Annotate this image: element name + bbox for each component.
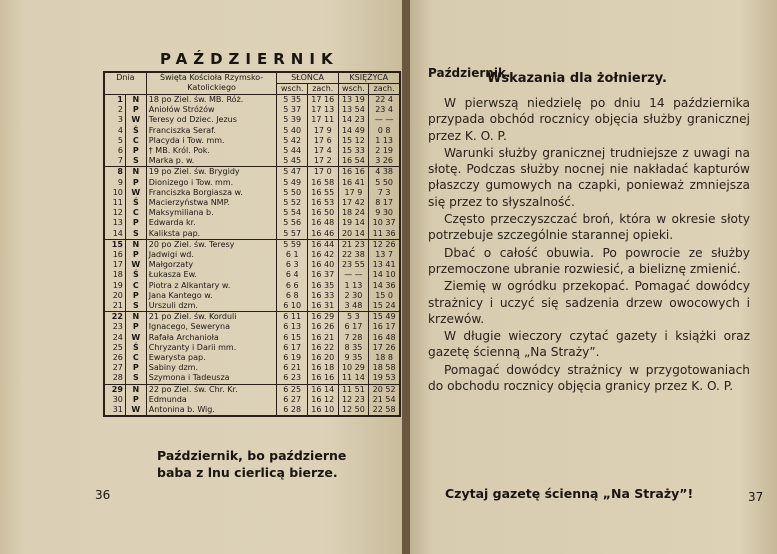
day-number: 1 — [104, 95, 125, 106]
sunrise: 5 35 — [277, 95, 307, 106]
day-number: 3 — [104, 115, 125, 125]
calendar-row — [104, 239, 400, 250]
sunrise: 6 4 — [277, 270, 307, 280]
weekday: P — [125, 250, 146, 260]
calendar-table — [103, 71, 401, 417]
paragraph: W długie wieczory czytać gazety i książki oraz gazetę ścienną „Na Straży”. — [428, 329, 750, 360]
moonrise: 18 24 — [338, 208, 369, 218]
day-number: 11 — [104, 198, 125, 208]
header-zach-moon: zach. — [369, 84, 400, 95]
calendar-row — [104, 343, 400, 353]
feast: Antonina b. Wig. — [146, 405, 277, 416]
page-number-left: 36 — [95, 488, 111, 502]
feast: Kaliksta pap. — [146, 229, 277, 240]
sunset: 16 42 — [307, 250, 338, 260]
sunrise: 6 1 — [277, 250, 307, 260]
sunset: 17 4 — [307, 146, 338, 156]
day-number: 31 — [104, 405, 125, 416]
sunrise: 6 10 — [277, 301, 307, 312]
sunset: 16 55 — [307, 188, 338, 198]
day-number: 5 — [104, 136, 125, 146]
day-number: 7 — [104, 156, 125, 167]
feast: Franciszka Borgiasza w. — [146, 188, 277, 198]
sunset: 17 13 — [307, 105, 338, 115]
sunset: 17 6 — [307, 136, 338, 146]
sunrise: 6 15 — [277, 333, 307, 343]
feast: Piotra z Alkantary w. — [146, 281, 277, 291]
day-number: 27 — [104, 363, 125, 373]
feast: Łukasza Ew. — [146, 270, 277, 280]
moonrise: 12 23 — [338, 395, 369, 405]
day-number: 16 — [104, 250, 125, 260]
sunrise: 6 23 — [277, 373, 307, 384]
sunrise: 5 39 — [277, 115, 307, 125]
sunrise: 5 56 — [277, 218, 307, 228]
proverb: Październik, bo październe baba z lnu cierlicą bierze. — [157, 448, 347, 480]
calendar-row — [104, 95, 400, 106]
calendar-body — [104, 95, 400, 417]
moonset: 21 54 — [369, 395, 400, 405]
day-number: 30 — [104, 395, 125, 405]
moonset: 14 10 — [369, 270, 400, 280]
weekday: N — [125, 312, 146, 323]
weekday: Ś — [125, 343, 146, 353]
calendar-row — [104, 115, 400, 125]
header-zach: zach. — [307, 84, 338, 95]
calendar-row — [104, 312, 400, 323]
moonset: 5 50 — [369, 178, 400, 188]
sunset: 16 44 — [307, 239, 338, 250]
calendar-row — [104, 395, 400, 405]
feast: 21 po Ziel. św. Korduli — [146, 312, 277, 323]
sunrise: 6 11 — [277, 312, 307, 323]
feast: Szymona i Tadeusza — [146, 373, 277, 384]
weekday: P — [125, 363, 146, 373]
sunset: 16 58 — [307, 178, 338, 188]
sunrise: 5 52 — [277, 198, 307, 208]
weekday: S — [125, 373, 146, 384]
sunset: 16 10 — [307, 405, 338, 416]
weekday: P — [125, 105, 146, 115]
feast: Marka p. w. — [146, 156, 277, 167]
day-number: 13 — [104, 218, 125, 228]
sunrise: 5 59 — [277, 239, 307, 250]
moonrise: 6 17 — [338, 322, 369, 332]
paragraph: Warunki służby granicznej trudniejsze z uwagi na słotę. Podczas służby nocnej nie nakładać kapturów płaszczy gumowych na czapki, ponieważ zmniejsza się przez to słyszalność. — [428, 145, 750, 209]
sunrise: 5 37 — [277, 105, 307, 115]
sunset: 16 53 — [307, 198, 338, 208]
weekday: P — [125, 178, 146, 188]
weekday: S — [125, 156, 146, 167]
moonrise: — — — [338, 270, 369, 280]
day-number: 8 — [104, 167, 125, 178]
calendar-row — [104, 136, 400, 146]
moonset: 16 17 — [369, 322, 400, 332]
feast: Dionizego i Tow. mm. — [146, 178, 277, 188]
sunset: 16 12 — [307, 395, 338, 405]
header-wsch: wsch. — [277, 84, 307, 95]
feast: Macierzyństwa NMP. — [146, 198, 277, 208]
right-month: Październik. — [428, 66, 511, 80]
moonset: 9 30 — [369, 208, 400, 218]
calendar-row — [104, 260, 400, 270]
sunset: 16 22 — [307, 343, 338, 353]
sunset: 16 21 — [307, 333, 338, 343]
sunrise: 6 3 — [277, 260, 307, 270]
sunset: 16 31 — [307, 301, 338, 312]
paragraph: Ziemię w ogródku przekopać. Pomagać dowódcy strażnicy i uczyć się sadzenia drzew owocowych i krzewów. — [428, 279, 750, 326]
sunrise: 6 27 — [277, 395, 307, 405]
calendar-row — [104, 250, 400, 260]
calendar-row — [104, 198, 400, 208]
day-number: 26 — [104, 353, 125, 363]
feast: Teresy od Dziec. Jezus — [146, 115, 277, 125]
feast: Edwarda kr. — [146, 218, 277, 228]
weekday: P — [125, 218, 146, 228]
feast: 22 po Ziel. św. Chr. Kr. — [146, 384, 277, 395]
day-number: 4 — [104, 126, 125, 136]
feast: Placyda i Tow. mm. — [146, 136, 277, 146]
day-number: 14 — [104, 229, 125, 240]
moonrise: 2 30 — [338, 291, 369, 301]
sunset: 16 50 — [307, 208, 338, 218]
day-number: 18 — [104, 270, 125, 280]
moonrise: 15 12 — [338, 136, 369, 146]
header-ksiezyca: KSIĘŻYCA — [338, 72, 400, 84]
moonrise: 3 48 — [338, 301, 369, 312]
feast: Sabiny dzm. — [146, 363, 277, 373]
moonrise: 17 9 — [338, 188, 369, 198]
sunset: 16 16 — [307, 373, 338, 384]
moonset: — — — [369, 115, 400, 125]
sunrise: 6 19 — [277, 353, 307, 363]
moonrise: 22 38 — [338, 250, 369, 260]
weekday: W — [125, 405, 146, 416]
weekday: W — [125, 333, 146, 343]
moonrise: 7 28 — [338, 333, 369, 343]
feast: Edmunda — [146, 395, 277, 405]
weekday: N — [125, 384, 146, 395]
day-number: 22 — [104, 312, 125, 323]
sunrise: 6 17 — [277, 343, 307, 353]
moonrise: 14 49 — [338, 126, 369, 136]
moonset: 7 3 — [369, 188, 400, 198]
calendar-row — [104, 105, 400, 115]
weekday: W — [125, 188, 146, 198]
feast: Ignacego, Seweryna — [146, 322, 277, 332]
sunrise: 5 57 — [277, 229, 307, 240]
day-number: 6 — [104, 146, 125, 156]
day-number: 9 — [104, 178, 125, 188]
calendar-row — [104, 333, 400, 343]
moonset: 2 19 — [369, 146, 400, 156]
moonset: 18 8 — [369, 353, 400, 363]
sunrise: 6 6 — [277, 281, 307, 291]
calendar-row — [104, 270, 400, 280]
day-number: 19 — [104, 281, 125, 291]
right-body — [428, 95, 750, 395]
moonset: 1 13 — [369, 136, 400, 146]
sunset: 16 33 — [307, 291, 338, 301]
sunset: 16 29 — [307, 312, 338, 323]
paragraph: Pomagać dowódcy strażnicy w przygotowaniach do obchodu rocznicy objęcia granicy przez K. O. P. — [428, 362, 750, 394]
paragraph: Często przeczyszczać broń, która w okresie słoty potrzebuje szczególnie starannej opieki. — [428, 212, 750, 243]
moonrise: 17 42 — [338, 198, 369, 208]
feast: Aniołów Stróżów — [146, 105, 277, 115]
sunset: 17 2 — [307, 156, 338, 167]
moonrise: 11 51 — [338, 384, 369, 395]
moonset: 10 37 — [369, 218, 400, 228]
page-number-right: 37 — [748, 490, 764, 504]
moonrise: 19 14 — [338, 218, 369, 228]
weekday: N — [125, 167, 146, 178]
sunset: 17 11 — [307, 115, 338, 125]
weekday: P — [125, 395, 146, 405]
feast: 18 po Ziel. św. MB. Róż. — [146, 95, 277, 106]
weekday: P — [125, 322, 146, 332]
sunset: 16 18 — [307, 363, 338, 373]
calendar-row — [104, 156, 400, 167]
sunset: 17 0 — [307, 167, 338, 178]
sunrise: 5 49 — [277, 178, 307, 188]
calendar-row — [104, 291, 400, 301]
weekday: S — [125, 229, 146, 240]
calendar-row — [104, 301, 400, 312]
moonset: 12 26 — [369, 239, 400, 250]
feast: 20 po Ziel. św. Teresy — [146, 239, 277, 250]
moonrise: 10 29 — [338, 363, 369, 373]
sunrise: 5 45 — [277, 156, 307, 167]
weekday: Ś — [125, 126, 146, 136]
header-swieta: Święta Kościoła Rzymsko-Katolickiego — [146, 72, 277, 95]
sunset: 16 37 — [307, 270, 338, 280]
feast: Jadwigi wd. — [146, 250, 277, 260]
day-number: 20 — [104, 291, 125, 301]
moonset: 22 58 — [369, 405, 400, 416]
day-number: 28 — [104, 373, 125, 384]
feast: Ewarysta pap. — [146, 353, 277, 363]
weekday: W — [125, 260, 146, 270]
moonrise: 5 3 — [338, 312, 369, 323]
month-title: PAŹDZIERNIK — [160, 50, 339, 68]
calendar-row — [104, 405, 400, 416]
day-number: 2 — [104, 105, 125, 115]
moonrise: 21 23 — [338, 239, 369, 250]
moonset: 23 4 — [369, 105, 400, 115]
moonrise: 16 41 — [338, 178, 369, 188]
calendar-row — [104, 126, 400, 136]
calendar-row — [104, 353, 400, 363]
calendar-row — [104, 229, 400, 240]
moonset: 13 7 — [369, 250, 400, 260]
moonset: 20 52 — [369, 384, 400, 395]
calendar-row — [104, 208, 400, 218]
weekday: C — [125, 208, 146, 218]
moonset: 22 4 — [369, 95, 400, 106]
moonrise: 12 50 — [338, 405, 369, 416]
calendar-row — [104, 373, 400, 384]
sunset: 16 26 — [307, 322, 338, 332]
day-number: 24 — [104, 333, 125, 343]
moonrise: 16 54 — [338, 156, 369, 167]
calendar-row — [104, 363, 400, 373]
header-wsch-moon: wsch. — [338, 84, 369, 95]
feast: Jana Kantego w. — [146, 291, 277, 301]
moonset: 8 17 — [369, 198, 400, 208]
moonset: 14 36 — [369, 281, 400, 291]
feast: Rafała Archanioła — [146, 333, 277, 343]
weekday: Ś — [125, 270, 146, 280]
sunrise: 6 8 — [277, 291, 307, 301]
calendar-row — [104, 167, 400, 178]
moonset: 3 26 — [369, 156, 400, 167]
moonset: 19 53 — [369, 373, 400, 384]
day-number: 10 — [104, 188, 125, 198]
sunset: 17 9 — [307, 126, 338, 136]
sunrise: 6 13 — [277, 322, 307, 332]
right-heading: Wskazania dla żołnierzy. — [487, 71, 667, 86]
feast: 19 po Ziel. św. Brygidy — [146, 167, 277, 178]
sunrise: 6 25 — [277, 384, 307, 395]
sunrise: 5 40 — [277, 126, 307, 136]
sunrise: 5 44 — [277, 146, 307, 156]
sunrise: 6 21 — [277, 363, 307, 373]
moonrise: 8 35 — [338, 343, 369, 353]
weekday: S — [125, 301, 146, 312]
header-dnia: Dnia — [104, 72, 146, 95]
weekday: C — [125, 136, 146, 146]
sunset: 16 20 — [307, 353, 338, 363]
moonset: 11 36 — [369, 229, 400, 240]
feast: Chryzanty i Darii mm. — [146, 343, 277, 353]
calendar-row — [104, 281, 400, 291]
moonset: 16 48 — [369, 333, 400, 343]
feast: † MB. Król. Pok. — [146, 146, 277, 156]
moonset: 13 41 — [369, 260, 400, 270]
feast: Urszuli dzm. — [146, 301, 277, 312]
moonrise: 13 19 — [338, 95, 369, 106]
header-slonca: SŁOŃCA — [277, 72, 338, 84]
calendar-row — [104, 322, 400, 332]
sunset: 16 35 — [307, 281, 338, 291]
moonset: 0 8 — [369, 126, 400, 136]
sunrise: 5 54 — [277, 208, 307, 218]
sunset: 17 16 — [307, 95, 338, 106]
moonrise: 14 23 — [338, 115, 369, 125]
weekday: N — [125, 239, 146, 250]
moonrise: 11 14 — [338, 373, 369, 384]
day-number: 25 — [104, 343, 125, 353]
moonrise: 15 33 — [338, 146, 369, 156]
weekday: P — [125, 291, 146, 301]
sunrise: 5 42 — [277, 136, 307, 146]
moonrise: 16 16 — [338, 167, 369, 178]
sunrise: 5 47 — [277, 167, 307, 178]
weekday: W — [125, 115, 146, 125]
weekday: C — [125, 353, 146, 363]
day-number: 15 — [104, 239, 125, 250]
sunset: 16 46 — [307, 229, 338, 240]
sunset: 16 48 — [307, 218, 338, 228]
day-number: 29 — [104, 384, 125, 395]
feast: Maksymiliana b. — [146, 208, 277, 218]
sunrise: 5 50 — [277, 188, 307, 198]
moonset: 4 38 — [369, 167, 400, 178]
calendar-row — [104, 384, 400, 395]
moonrise: 1 13 — [338, 281, 369, 291]
sunset: 16 14 — [307, 384, 338, 395]
moonset: 15 0 — [369, 291, 400, 301]
weekday: P — [125, 146, 146, 156]
sunrise: 6 28 — [277, 405, 307, 416]
right-footer: Czytaj gazetę ścienną „Na Straży”! — [445, 486, 694, 501]
weekday: Ś — [125, 198, 146, 208]
day-number: 12 — [104, 208, 125, 218]
moonset: 17 26 — [369, 343, 400, 353]
feast: Franciszka Seraf. — [146, 126, 277, 136]
moonset: 18 58 — [369, 363, 400, 373]
calendar-row — [104, 188, 400, 198]
calendar-row — [104, 146, 400, 156]
day-number: 21 — [104, 301, 125, 312]
sunset: 16 40 — [307, 260, 338, 270]
moonrise: 23 55 — [338, 260, 369, 270]
paragraph: W pierwszą niedzielę po dniu 14 października przypada obchód rocznicy objęcia służby granicznej przez K. O. P. — [428, 96, 750, 143]
moonrise: 9 35 — [338, 353, 369, 363]
weekday: N — [125, 95, 146, 106]
moonrise: 13 54 — [338, 105, 369, 115]
day-number: 23 — [104, 322, 125, 332]
calendar-row — [104, 178, 400, 188]
moonset: 15 49 — [369, 312, 400, 323]
day-number: 17 — [104, 260, 125, 270]
moonset: 15 24 — [369, 301, 400, 312]
moonrise: 20 14 — [338, 229, 369, 240]
paragraph: Dbać o całość obuwia. Po powrocie ze służby przemoczone ubranie rozwiesić, a bieliznę zmienić. — [428, 245, 750, 276]
feast: Małgorzaty — [146, 260, 277, 270]
calendar-row — [104, 218, 400, 228]
weekday: C — [125, 281, 146, 291]
